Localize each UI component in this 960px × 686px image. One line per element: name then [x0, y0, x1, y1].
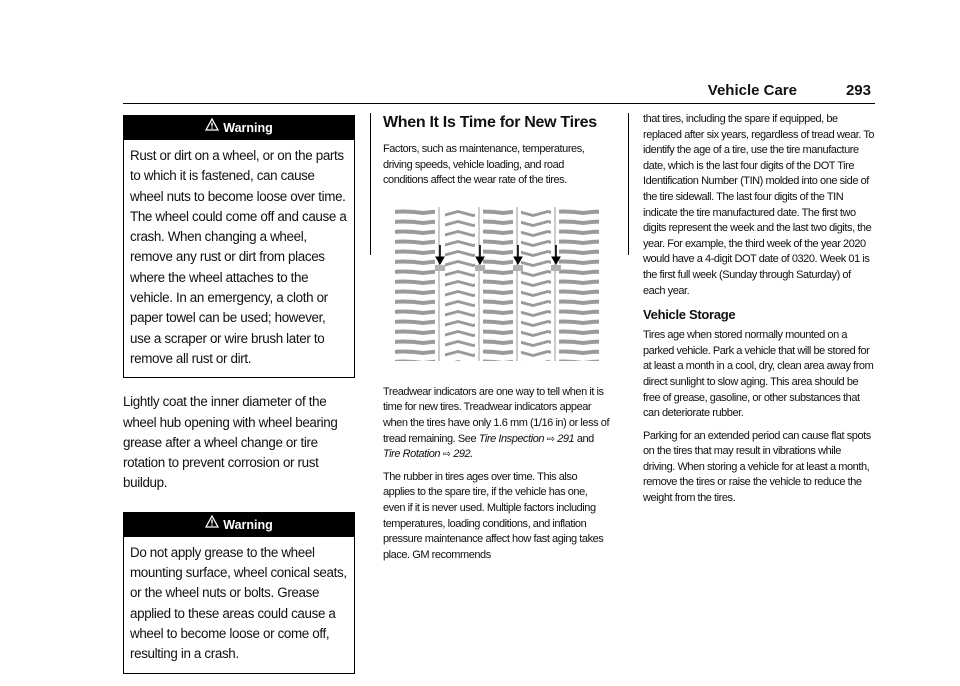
warning-title: Warning — [223, 121, 273, 135]
column-left — [123, 115, 355, 686]
warning-header — [124, 513, 354, 537]
treadwear-indicator-illustration — [383, 199, 611, 369]
treadwear-text: Treadwear indicators are one way to tell when it is time for new tires. Treadwear indicators appear when the tires have only 1.6 mm (1/16 in) or less of tread remaining. See — [383, 385, 610, 445]
warning-text: Rust or dirt on a wheel, or on the parts to which it is fastened, can cause wheel nuts to become loose over time. The wheel could come off and cause a crash. When changing a wheel, remove any rust or dirt from places where the wheel attaches to the vehicle. In an emergency, a cloth or paper towel can be used; however, use a scraper or wire brush later to remove all rust or dirt. — [130, 148, 347, 366]
tire-age-paragraph: that tires, including the spare if equipped, be replaced after six years, regardless of tread wear. To identify the age of a tire, use the tire manufacture date, which is the last four digits of the DOT Tire Identification Number (TIN) molded into one side of the tire sidewall. The last four digits of the TIN indicate the tire manufactured date. The first two digits represent the week and the last two digits, the year. For example, the third week of the year 2020 would have a 4-digit DOT date of 0320. Week 01 is the first full week (Sunday through Saturday) of each year. — [643, 113, 875, 297]
page-number: 293 — [845, 82, 871, 99]
aging-paragraph: The rubber in tires ages over time. This also applies to the spare tire, if the vehicle has one, even if it is never used. Multiple factors including temperatures, loading conditions, and inflation pressure maintenance affect how fast aging takes place. GM recommends — [383, 470, 604, 561]
page-reference-arrow-icon: ⇨ — [546, 433, 555, 445]
section-heading: When It Is Time for New Tires — [383, 114, 597, 131]
column-divider — [628, 113, 629, 255]
ref-tire-inspection-page[interactable]: 291 — [557, 432, 575, 445]
column-divider — [370, 113, 371, 255]
page-reference-arrow-icon: ⇨ — [442, 449, 451, 461]
warning-title: Warning — [223, 517, 273, 532]
column-right — [643, 112, 875, 514]
ref-and: and — [576, 432, 594, 445]
warning-triangle-icon — [205, 512, 219, 536]
storage-paragraph: Tires age when stored normally mounted on a parked vehicle. Park a vehicle that will be stored for at least a month in a cool, dry, clean area away from direct sunlight to slow aging. This area should be free of grease, gasoline, or other substances that can deteriorate rubber. — [643, 329, 874, 420]
intro-paragraph: Factors, such as maintenance, temperatures, driving speeds, vehicle loading, and road conditions affect the wear rate of the tires. — [383, 143, 585, 187]
column-middle — [383, 112, 611, 570]
warning-box — [123, 115, 355, 378]
warning-text: Do not apply grease to the wheel mounting surface, wheel conical seats, or the wheel nuts or bolts. Grease applied to these areas could cause a wheel to become loose or come off, resulting in a crash. — [130, 544, 347, 662]
subsection-heading: Vehicle Storage — [643, 307, 736, 323]
treadwear-paragraph — [383, 385, 611, 463]
ref-tire-rotation-page[interactable]: 292. — [453, 448, 473, 461]
warning-header — [124, 116, 354, 140]
ref-tire-rotation[interactable]: Tire Rotation — [383, 448, 441, 461]
warning-box — [123, 512, 355, 674]
flat-spots-paragraph: Parking for an extended period can cause flat spots on the tires that may result in vibrations while driving. When storing a vehicle for at least a month, remove the tires or raise the vehicle to reduce the weight from the tires. — [643, 429, 871, 505]
body-paragraph: Lightly coat the inner diameter of the wheel hub opening with wheel bearing grease after a wheel change or tire rotation to prevent corrosion or rust buildup. — [123, 394, 338, 491]
ref-tire-inspection[interactable]: Tire Inspection — [478, 432, 545, 445]
warning-triangle-icon — [205, 115, 219, 139]
header-rule — [123, 103, 875, 104]
page-header — [123, 82, 875, 102]
section-title: Vehicle Care — [707, 82, 797, 99]
